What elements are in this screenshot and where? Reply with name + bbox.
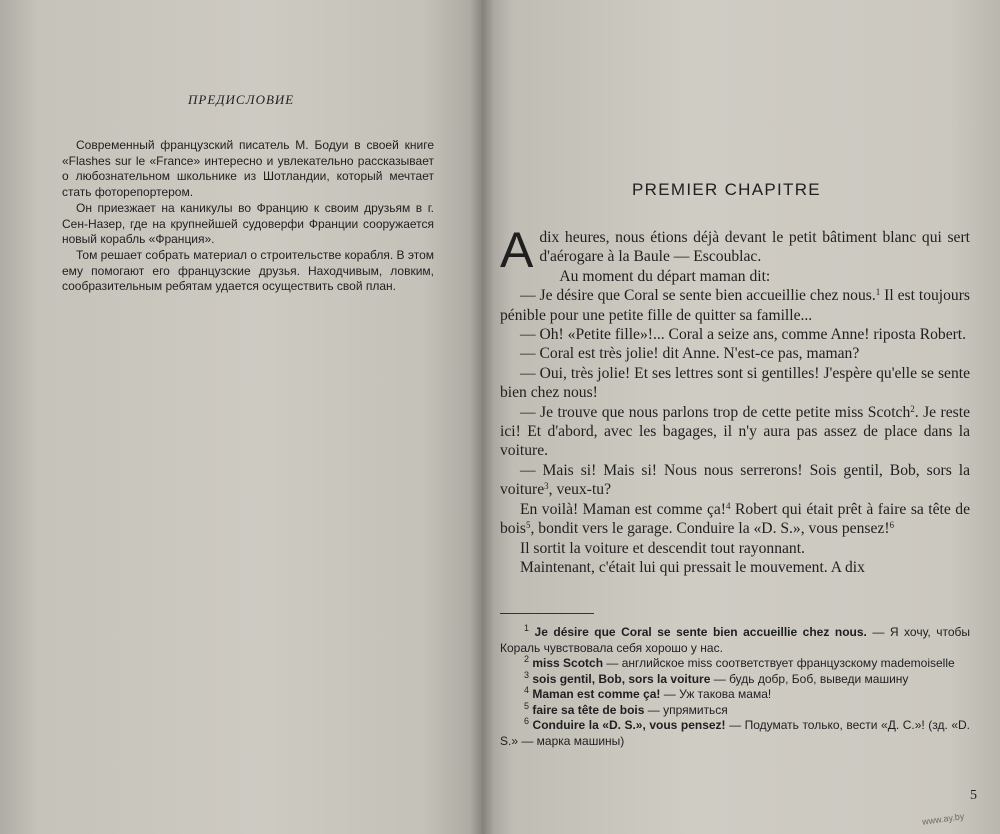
paragraph-text: , bondit vers le garage. Conduire la «D. S.», vous pensez!: [530, 520, 890, 538]
footnote-phrase: Maman est comme ça!: [532, 687, 661, 701]
footnote-ref: 6: [889, 520, 895, 531]
footnote-translation: — упрямиться: [644, 702, 728, 717]
footnote-ref: 5: [526, 520, 531, 531]
footnote-phrase: sois gentil, Bob, sors la voiture: [532, 671, 711, 686]
footnote: [500, 718, 970, 749]
drop-cap: A: [500, 222, 534, 278]
preface-text: [62, 138, 434, 295]
footnote: [500, 656, 970, 672]
chapter-body: [500, 222, 971, 577]
right-page: [482, 0, 1000, 834]
footnote-phrase: faire sa tête de bois: [532, 702, 645, 717]
paragraph: [500, 286, 970, 325]
footnote-number: 6: [524, 716, 530, 726]
footnote-translation: — Я хочу, чтобы Кораль чувствовала себя хорошо у нас.: [500, 625, 970, 655]
footnote-ref: 2: [910, 403, 915, 414]
footnote-separator: [500, 613, 594, 614]
paragraph: [500, 500, 970, 539]
footnote: [500, 669, 970, 688]
paragraph: [500, 558, 970, 577]
preface-title: ПРЕДИСЛОВИЕ: [188, 92, 295, 107]
footnote-translation: — будь добр, Боб, выведи машину: [710, 671, 909, 686]
footnote-number: 4: [524, 685, 530, 695]
paragraph-text: . Je reste ici! Et d'abord, avec les bagages, il n'y aura pas assez de place dans la voiture.: [500, 403, 970, 460]
footnotes: [500, 625, 970, 749]
chapter-title: PREMIER CHAPITRE: [632, 180, 821, 199]
paragraph-text: Il est toujours pénible pour une petite fille de quitter sa famille...: [500, 287, 970, 324]
paragraph: [500, 267, 970, 286]
footnote-phrase: Conduire la «D. S.», vous pensez!: [532, 718, 726, 732]
paragraph: [500, 364, 970, 403]
left-page: [0, 0, 482, 834]
footnote-number: 2: [524, 654, 530, 664]
paragraph-text: En voilà! Maman est comme ça!: [520, 500, 727, 518]
preface-paragraph: Он приезжает на каникулы во Францию к своим друзьям в г. Сен-Назер, где на крупнейшей судоверфи Франции сооружается новый корабль «Франция».: [62, 200, 434, 247]
paragraph-text: — Je trouve que nous parlons trop de cette petite miss Scotch: [520, 403, 911, 421]
paragraph: [500, 344, 970, 363]
paragraph-text: Il sortit la voiture et descendit tout rayonnant.: [520, 539, 805, 557]
paragraph-text: Maintenant, c'était lui qui pressait le mouvement. A dix: [520, 558, 865, 576]
paragraph: [500, 461, 970, 500]
paragraph-text: — Oh! «Petite fille»!... Coral a seize ans, comme Anne! riposta Robert.: [520, 326, 967, 344]
footnote-translation: — Уж такова мама!: [660, 687, 772, 701]
footnote-number: 5: [524, 700, 530, 711]
footnote-translation: — Подумать только, вести «Д. С.»! (зд. «D. S.» — марка машины): [500, 718, 970, 748]
paragraph: [500, 539, 970, 558]
footnote-number: 1: [524, 623, 530, 633]
footnote-phrase: miss Scotch: [532, 656, 604, 670]
paragraph-text: Robert qui était prêt à faire sa tête de bois: [500, 500, 971, 538]
paragraph-text: Au moment du départ maman dit:: [559, 267, 771, 285]
paragraph-text: — Je désire que Coral se sente bien accueillie chez nous.: [520, 287, 876, 305]
paragraph: [500, 403, 970, 461]
footnote-ref: 4: [726, 500, 731, 511]
paragraph: [500, 325, 970, 344]
footnote-phrase: Je désire que Coral se sente bien accueillie chez nous.: [534, 625, 867, 639]
footnote: [500, 625, 970, 656]
paragraph-text: — Oui, très jolie! Et ses lettres sont si gentilles! J'espère qu'elle se sente bien chez nous!: [500, 364, 970, 402]
watermark: www.ay.by: [921, 811, 965, 827]
first-paragraph-text: dix heures, nous étions déjà devant le petit bâtiment blanc qui sert d'aérogare à la Baule — Escoublac.: [539, 229, 970, 266]
page-number: 5: [970, 788, 977, 803]
footnote-number: 3: [524, 669, 530, 680]
paragraph-text: — Mais si! Mais si! Nous nous serrerons! Sois gentil, Bob, sors la voiture: [500, 461, 970, 499]
paragraph-text: , veux-tu?: [548, 481, 612, 499]
preface-paragraph: Том решает собрать материал о строительстве корабля. В этом ему помогают его французские друзья. Находчивым, ловким, сообразительным ребятам удается осуществить свой план.: [62, 247, 434, 294]
book-gutter: [470, 0, 494, 834]
footnote: [500, 700, 970, 719]
footnote-translation: — английское miss соответствует французскому mademoiselle: [603, 656, 955, 670]
footnote: [500, 687, 970, 703]
footnote-ref: 1: [875, 287, 881, 298]
footnote-ref: 3: [544, 481, 549, 492]
preface-paragraph: Современный французский писатель М. Бодуи в своей книге «Flashes sur le «France» интересно и увлекательно рассказывает о любознательном школьнике из Шотландии, который мечтает стать фоторепортером.: [62, 138, 434, 200]
paragraph-text: — Coral est très jolie! dit Anne. N'est-ce pas, maman?: [520, 345, 860, 363]
